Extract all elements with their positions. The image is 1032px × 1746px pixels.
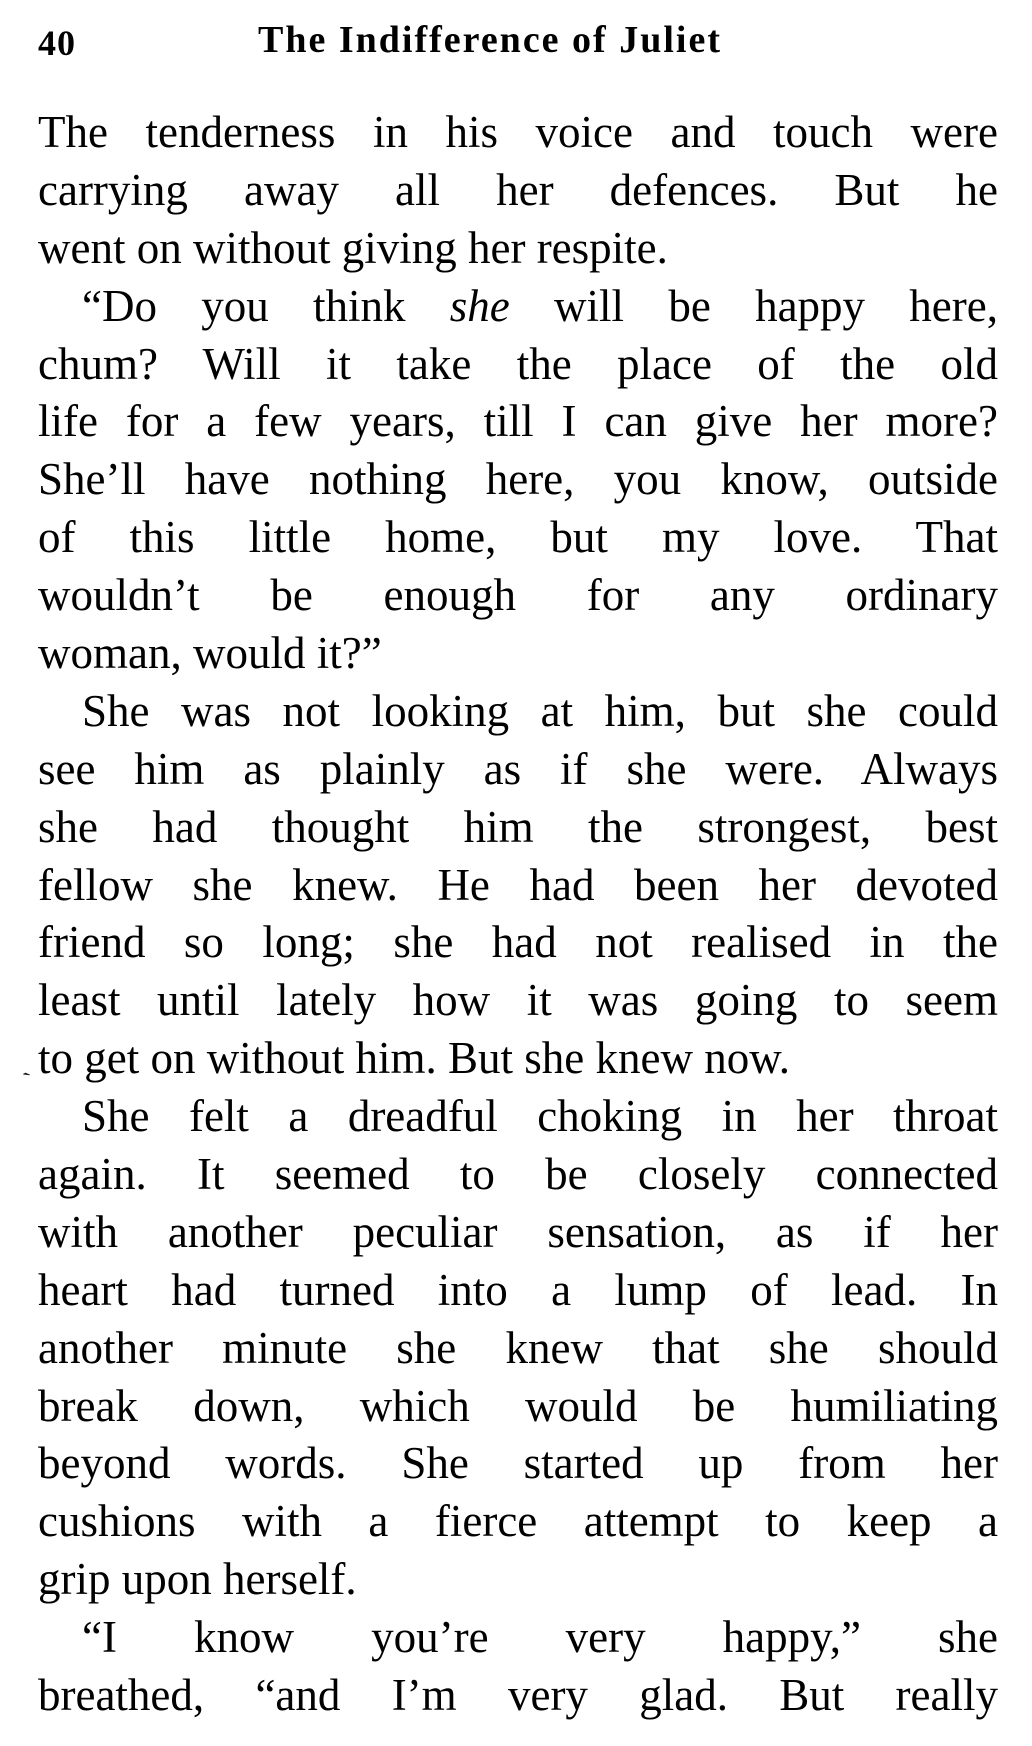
- text-line: She’ll have nothing here, you know, outside: [38, 454, 998, 505]
- text-line: “I know you’re very happy,” she: [82, 1612, 998, 1663]
- text-line: cushions with a fierce attempt to keep a: [38, 1496, 998, 1547]
- margin-mark: ˎ: [8, 1047, 33, 1080]
- body-text: [38, 104, 998, 1725]
- text-line: “Do you think she will be happy here,: [82, 280, 998, 331]
- text-line: The tenderness in his voice and touch were: [38, 107, 998, 157]
- text-line: she had thought him the strongest, best: [38, 801, 998, 852]
- page-header: [38, 14, 958, 74]
- text-line: breathed, “and I’m very glad. But really: [38, 1670, 998, 1721]
- text-line: see him as plainly as if she were. Always: [38, 743, 998, 794]
- text-line: chum? Will it take the place of the old: [38, 338, 998, 389]
- text-line: of this little home, but my love. That: [38, 512, 998, 563]
- text-line: She felt a dreadful choking in her throat: [82, 1091, 998, 1142]
- text-line: least until lately how it was going to seem: [38, 975, 998, 1026]
- page-number: 40: [38, 23, 76, 63]
- text-line: with another peculiar sensation, as if her: [38, 1206, 998, 1257]
- text-line: to get on without him. But she knew now.: [38, 1033, 791, 1084]
- text-line: wouldn’t be enough for any ordinary: [38, 570, 998, 621]
- text-line: fellow she knew. He had been her devoted: [38, 859, 998, 910]
- text-line: heart had turned into a lump of lead. In: [38, 1264, 998, 1315]
- text-line: again. It seemed to be closely connected: [38, 1149, 998, 1200]
- text-line: carrying away all her defences. But he: [38, 164, 998, 215]
- text-line: friend so long; she had not realised in the: [38, 917, 998, 968]
- text-line: break down, which would be humiliating: [38, 1380, 998, 1431]
- italic-word: she: [449, 280, 510, 331]
- text-line: She was not looking at him, but she could: [82, 685, 998, 736]
- text-line: woman, would it?”: [38, 628, 382, 679]
- text-line: grip upon herself.: [38, 1554, 357, 1605]
- text-line: beyond words. She started up from her: [38, 1438, 998, 1489]
- running-head: The Indifference of Juliet: [258, 19, 722, 61]
- text-line: went on without giving her respite.: [38, 222, 668, 273]
- text-line: another minute she knew that she should: [38, 1322, 998, 1373]
- text-line: life for a few years, till I can give her more?: [38, 396, 998, 447]
